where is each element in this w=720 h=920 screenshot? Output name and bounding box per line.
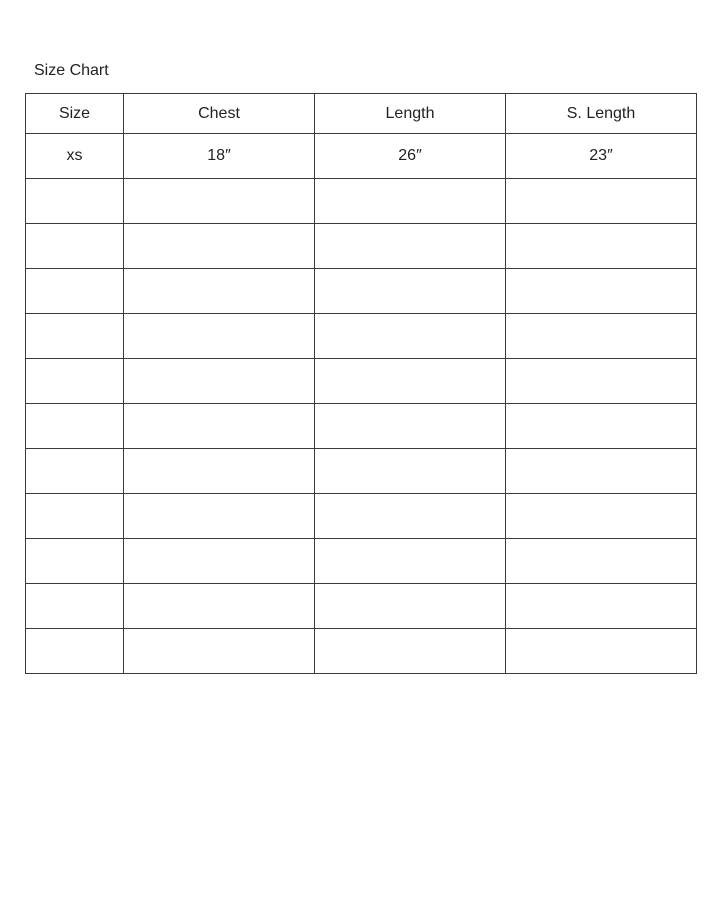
size-cell (26, 449, 124, 494)
chest-cell (124, 494, 315, 539)
chest-cell (124, 314, 315, 359)
s-length-cell (506, 314, 697, 359)
chest-cell (124, 404, 315, 449)
size-cell (26, 269, 124, 314)
length-cell (315, 494, 506, 539)
length-cell (315, 449, 506, 494)
table-row (26, 404, 697, 449)
chest-cell (124, 449, 315, 494)
size-cell (26, 629, 124, 674)
length-cell (315, 629, 506, 674)
s-length-cell (506, 494, 697, 539)
length-cell (315, 539, 506, 584)
s-length-cell (506, 584, 697, 629)
header-s-length: S. Length (506, 94, 697, 134)
table-row (26, 629, 697, 674)
table-row (26, 359, 697, 404)
s-length-cell (506, 539, 697, 584)
table-row (26, 179, 697, 224)
table-header-row (26, 94, 697, 134)
chest-cell (124, 584, 315, 629)
length-cell (315, 314, 506, 359)
s-length-cell (506, 629, 697, 674)
s-length-cell: 23″ (506, 134, 697, 179)
size-cell (26, 494, 124, 539)
s-length-cell (506, 359, 697, 404)
s-length-cell (506, 404, 697, 449)
chest-cell (124, 224, 315, 269)
table-row (26, 269, 697, 314)
table-row (26, 449, 697, 494)
s-length-cell (506, 449, 697, 494)
table-row (26, 539, 697, 584)
page-title: Size Chart (34, 62, 109, 79)
length-cell (315, 269, 506, 314)
size-cell (26, 359, 124, 404)
chest-cell (124, 539, 315, 584)
length-cell (315, 404, 506, 449)
chest-cell (124, 269, 315, 314)
header-length: Length (315, 94, 506, 134)
size-cell (26, 539, 124, 584)
s-length-cell (506, 179, 697, 224)
table-row (26, 224, 697, 269)
size-cell: xs (26, 134, 124, 179)
length-cell (315, 179, 506, 224)
length-cell (315, 359, 506, 404)
chest-cell (124, 629, 315, 674)
chest-cell (124, 179, 315, 224)
table-row (26, 584, 697, 629)
chest-cell: 18″ (124, 134, 315, 179)
size-cell (26, 314, 124, 359)
length-cell (315, 584, 506, 629)
size-cell (26, 404, 124, 449)
header-chest: Chest (124, 94, 315, 134)
size-chart-table (25, 93, 697, 674)
table-row (26, 314, 697, 359)
table-row (26, 134, 697, 179)
header-size: Size (26, 94, 124, 134)
table-row (26, 494, 697, 539)
length-cell (315, 224, 506, 269)
size-cell (26, 224, 124, 269)
chest-cell (124, 359, 315, 404)
table-body (26, 134, 697, 674)
s-length-cell (506, 224, 697, 269)
size-cell (26, 179, 124, 224)
size-cell (26, 584, 124, 629)
length-cell: 26″ (315, 134, 506, 179)
s-length-cell (506, 269, 697, 314)
